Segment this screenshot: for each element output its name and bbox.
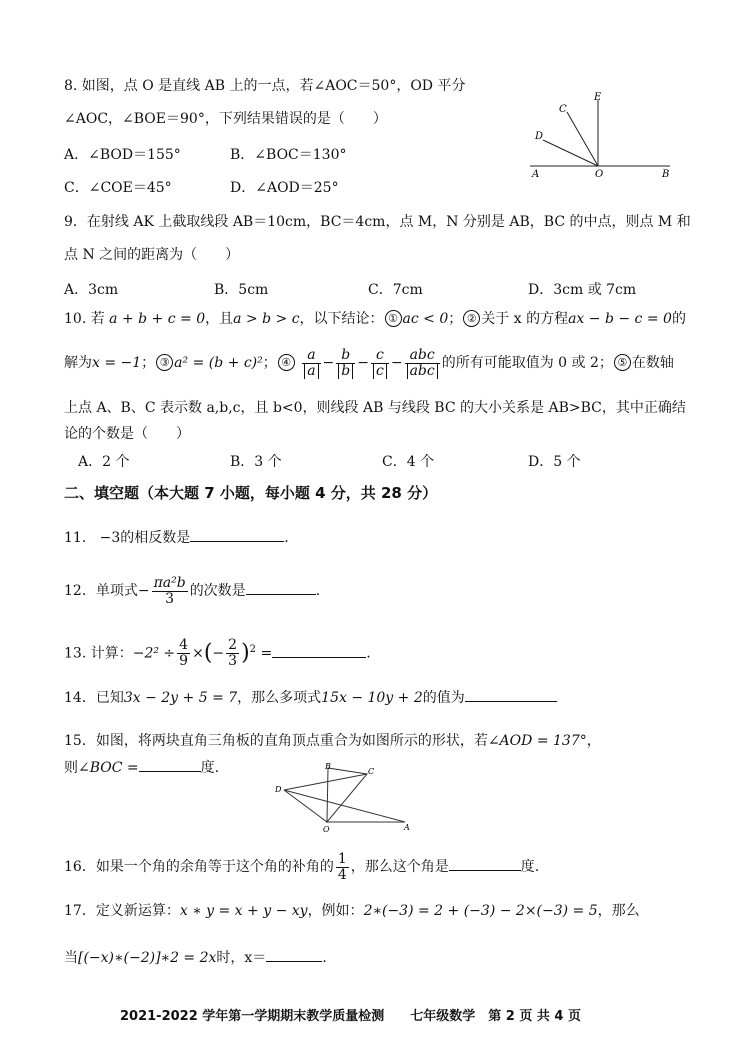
q17-line1-text: 17．定义新运算：	[64, 903, 180, 919]
q9-option-d: D．3cm 或 7cm	[528, 282, 637, 298]
label-o: O	[595, 169, 604, 180]
q10-option-a: A．2 个	[78, 454, 130, 470]
q15-text: 15．如图，将两块直角三角板的直角顶点重合为如图所示的形状，若	[64, 733, 488, 749]
q10-c2-num: ②	[463, 310, 480, 327]
q10-mid1: ，且	[205, 311, 234, 327]
label-o: O	[323, 825, 330, 834]
q10-c4-num: ④	[278, 354, 295, 371]
q10-cond1: a + b + c = 0	[109, 311, 206, 327]
q16-frac	[336, 852, 349, 883]
q15-line2-pre: 则	[64, 760, 78, 776]
q10-line3: 上点 A、B、C 表示数 a,b,c，且 b<0，则线段 AB 与线段 BC 的大小关系是 AB>BC，其中正确结	[64, 400, 686, 416]
q10-frac-a-den: a	[304, 364, 318, 379]
q14-text: ，那么多项式	[237, 690, 322, 706]
q13-answer-blank[interactable]	[272, 641, 366, 658]
q16-answer-blank[interactable]	[449, 854, 521, 871]
q10-frac-c-den: c	[373, 364, 387, 379]
q11-text: 的相反数是	[120, 530, 191, 546]
q16-num: 1	[337, 850, 347, 867]
q11-end: .	[284, 530, 289, 546]
q12-answer-blank[interactable]	[246, 578, 316, 595]
section-2-title: 二、填空题（本大题 7 小题，每小题 4 分，共 28 分）	[64, 484, 438, 502]
q17-answer-blank[interactable]	[266, 945, 322, 962]
q16-text: 16．如果一个角的余角等于这个角的补角的	[64, 859, 334, 875]
q17-ex: 2∗(−3) = 2 + (−3) − 2×(−3) = 5	[363, 903, 598, 919]
q10-c5: 在数轴	[631, 355, 674, 371]
q10-intro: 10. 若	[64, 311, 105, 327]
q12-num: πa²b	[153, 574, 186, 591]
q10-frac-c-num: c	[371, 348, 389, 364]
q10-mid2: ，以下结论：	[299, 311, 384, 327]
q10-c1: ac < 0	[402, 311, 449, 327]
q9-option-b: B．5cm	[214, 282, 269, 298]
label-c: C	[368, 767, 375, 776]
q15-answer-blank[interactable]	[139, 755, 201, 772]
q10-frac-abc-den: abc	[407, 364, 438, 379]
q14-answer-blank[interactable]	[465, 685, 557, 702]
q10-frac-c	[371, 348, 389, 379]
q12-text: 的次数是	[189, 583, 246, 599]
ray-od	[543, 140, 598, 166]
q10-line4: 论的个数是（ ）	[64, 426, 190, 442]
q10-cond2: a > b > c	[233, 311, 300, 327]
label-b: B	[325, 762, 331, 771]
q11-value: −3	[99, 530, 121, 546]
q10-frac-a-num: a	[302, 348, 320, 364]
q14-line	[64, 685, 557, 708]
q8-option-b: B．∠BOC＝130°	[230, 147, 347, 163]
q8-line1: 8. 如图，点 O 是直线 AB 上的一点，若∠AOC＝50°，OD 平分	[64, 78, 466, 94]
q13-prefix: 13. 计算：	[64, 645, 133, 662]
q17-line2-mid: 时，x＝	[216, 950, 267, 966]
q10-c2: 关于 x 的方程	[481, 311, 569, 327]
q13-f1-num: 4	[179, 637, 189, 654]
q10-frac-b-num: b	[336, 348, 355, 364]
q10-c3-num: ③	[156, 354, 173, 371]
q17-line2	[64, 945, 327, 968]
q11-line	[64, 525, 289, 548]
q10-frac-abc	[405, 348, 440, 379]
q12-line	[64, 572, 320, 610]
q14-expr2: 15x − 10y + 2	[321, 690, 423, 706]
q15-line2-end: 度.	[200, 760, 220, 776]
q17-end: .	[322, 950, 327, 966]
q12-den: 3	[165, 590, 175, 607]
q15-triangles-figure	[270, 760, 415, 835]
q10-frac-a	[302, 348, 320, 379]
label-e: E	[594, 92, 602, 103]
q10-c2-tail: 的	[671, 311, 686, 327]
q13-line: 13. 计算：−2² ÷ $\frac{4}{9}$ ×(− $\frac{2}{3}$ )$^2$ = .	[64, 637, 371, 670]
q10-frac-b-den: b	[338, 364, 353, 379]
q17-line2-expr: [(−x)∗(−2)]∗2 = 2x	[78, 950, 217, 966]
triangle-oda	[284, 790, 405, 822]
q9-option-a: A．3cm	[64, 282, 119, 298]
q17-def: x ∗ y = x + y − xy	[179, 903, 308, 919]
q13-f2-num: 2	[228, 637, 238, 654]
q10-frac-b	[336, 348, 355, 379]
q17-line2-pre: 当	[64, 950, 78, 966]
q13-frac2	[226, 638, 239, 669]
label-a: A	[404, 823, 410, 832]
q10-line1	[64, 309, 686, 329]
label-a: A	[532, 169, 540, 180]
q10-l2-start: 解为	[64, 355, 92, 371]
q15-comma: ，	[586, 733, 601, 749]
q13-frac1	[177, 638, 190, 669]
label-d: D	[275, 785, 282, 794]
q17-ex-end: ，那么	[597, 903, 640, 919]
q8-option-a: A．∠BOD＝155°	[64, 147, 181, 163]
line-dc	[284, 774, 367, 790]
q17-ex-pre: ，例如：	[307, 903, 364, 919]
q8-line2: ∠AOC，∠BOE＝90°，下列结果错误的是（ ）	[64, 111, 387, 127]
q12-minus: −	[137, 583, 150, 599]
q8-option-c: C．∠COE＝45°	[64, 180, 172, 196]
q16-den: 4	[337, 866, 347, 883]
q13-f1-den: 9	[179, 653, 189, 670]
q10-c4-tail: 的所有可能取值为 0 或 2；	[441, 355, 613, 371]
q13-sq: 2	[249, 644, 257, 655]
q10-option-d: D．5 个	[528, 454, 581, 470]
q10-sep3: ；	[262, 355, 277, 371]
q12-end: .	[315, 583, 321, 599]
q14-expr: 3x − 2y + 5 = 7	[123, 690, 238, 706]
q9-line1: 9．在射线 AK 上截取线段 AB＝10cm，BC＝4cm，点 M，N 分别是 AB，BC 的中点，则点 M 和	[64, 214, 691, 230]
q10-option-c: C．4 个	[382, 454, 435, 470]
q10-c5-num: ⑤	[614, 354, 631, 371]
q13-eq: =	[260, 645, 273, 662]
q10-frac-abc-num: abc	[405, 348, 440, 364]
q9-line2: 点 N 之间的距离为（ ）	[64, 247, 240, 263]
q11-answer-blank[interactable]	[190, 525, 284, 542]
triangle-obc	[327, 768, 367, 822]
q10-c1-num: ①	[385, 310, 402, 327]
ray-oc	[567, 112, 598, 166]
q8-angle-figure	[525, 88, 675, 180]
q15-cond: ∠AOD = 137°	[487, 733, 587, 749]
q11-prefix: 11.	[64, 530, 87, 546]
q12-prefix: 12．单项式	[64, 583, 138, 599]
q10-option-b: B．3 个	[230, 454, 282, 470]
q10-sep2: ；	[141, 355, 156, 371]
q15-line2-expr: ∠BOC =	[78, 760, 139, 776]
q10-c3: a² = (b + c)²	[174, 355, 263, 371]
q16-text2: ，那么这个角是	[350, 859, 449, 875]
label-d: D	[535, 131, 544, 142]
q10-c2-eq: ax − b − c = 0	[568, 311, 672, 327]
q15-line1	[64, 731, 601, 751]
page-footer: 2021-2022 学年第一学期期末教学质量检测 七年级数学 第 2 页 共 4 页	[120, 1009, 582, 1024]
q14-text2: 的值为	[422, 690, 465, 706]
q14-prefix: 14．已知	[64, 690, 124, 706]
q9-option-c: C．7cm	[368, 282, 423, 298]
q13-expr1: −2² ÷	[132, 645, 176, 662]
q13-f2-den: 3	[228, 653, 238, 670]
q17-line1	[64, 901, 640, 921]
q10-l2-sol: x = −1	[92, 355, 142, 371]
q13-times: ×	[192, 645, 204, 662]
q15-line2	[64, 755, 219, 778]
label-b: B	[662, 169, 670, 180]
q10-sep1: ；	[448, 311, 463, 327]
label-c: C	[559, 104, 567, 115]
q12-frac	[152, 576, 188, 607]
q8-option-d: D．∠AOD＝25°	[230, 180, 339, 196]
q13-end: .	[366, 645, 371, 662]
q10-line2: 解为x = −1； ③ a² = (b + c)²； ④ $\frac{a}{a}$ − $\frac{b}{b}$ − $\frac{c}{c}$ − $\frac{\text{abc}}{\text{abc}}$ 的所有可能取值为 0 或 2； ⑤ 在数轴	[64, 346, 674, 379]
q16-end: 度.	[520, 859, 540, 875]
q16-line	[64, 848, 539, 886]
